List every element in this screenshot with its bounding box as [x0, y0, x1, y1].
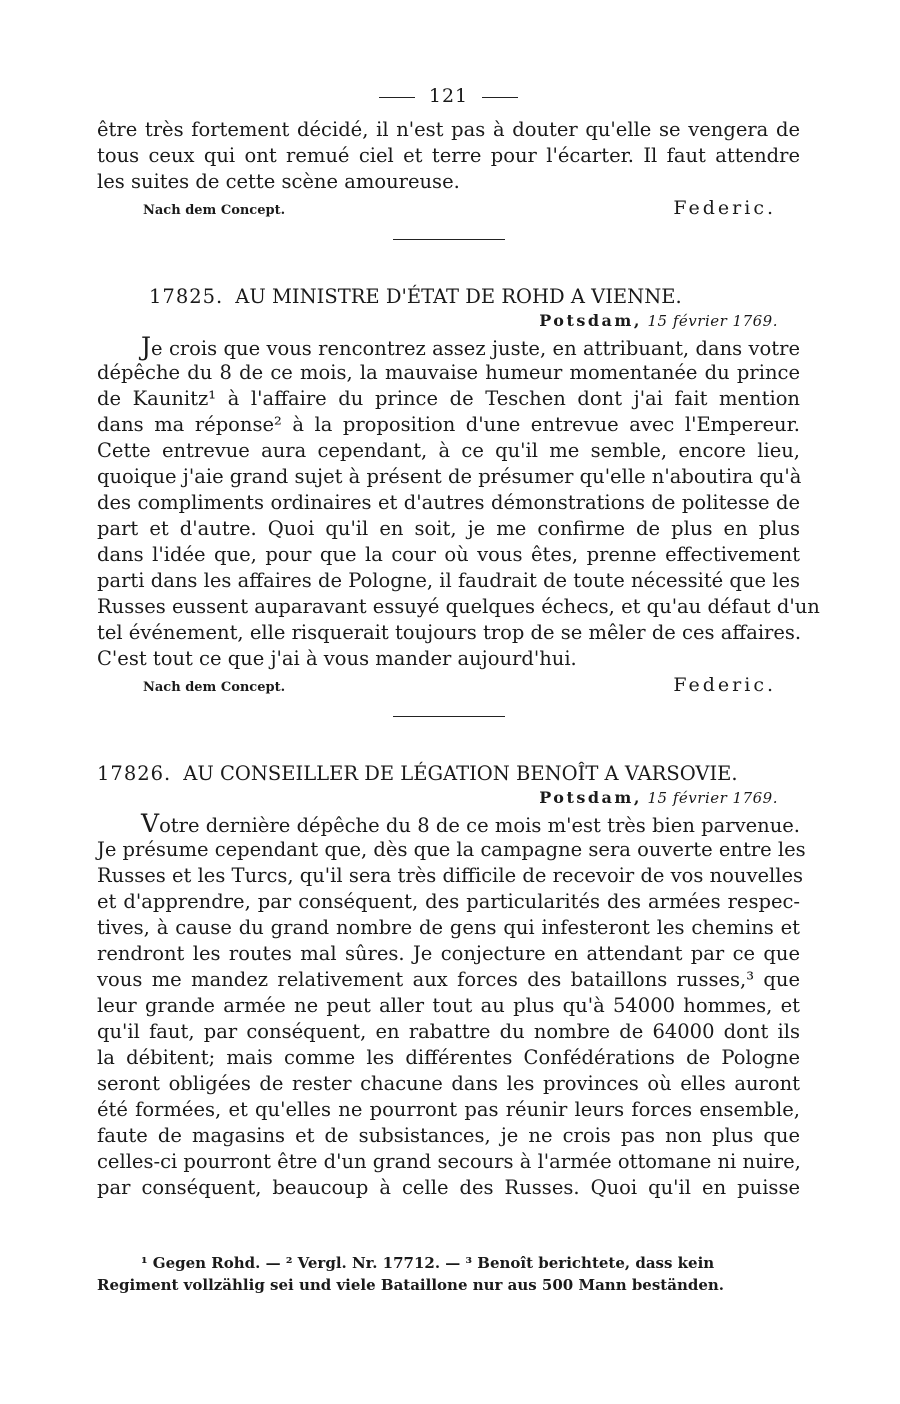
text-line: C'est tout ce que j'ai à vous mander aujourd'hui. [97, 647, 577, 670]
text-line: la débitent; mais comme les différentes Confédérations de Pologne [97, 1046, 800, 1069]
text-line: qu'il faut, par conséquent, en rabattre du nombre de 64000 dont ils [97, 1020, 800, 1043]
text-line: par conséquent, beaucoup à celle des Russes. Quoi qu'il en puisse [97, 1176, 800, 1199]
text-line: les suites de cette scène amoureuse. [97, 170, 460, 193]
letter-heading [97, 761, 800, 787]
text-line: Russes eussent auparavant essuyé quelques échecs, et qu'au défaut d'un [97, 595, 820, 618]
letter-place: Potsdam, [539, 788, 642, 807]
signature-block [97, 674, 800, 698]
footnote-line: ¹ Gegen Rohd. — ² Vergl. Nr. 17712. — ³ Benoît berichtete, dass kein [141, 1254, 715, 1272]
text-line [97, 334, 800, 360]
text-line-content: otre dernière dépêche du 8 de ce mois m'est très bien parvenue. [159, 814, 800, 837]
text-line: être très fortement décidé, il n'est pas à douter qu'elle se vengera de [97, 118, 800, 141]
letter-date: 15 février 1769. [647, 789, 778, 807]
section-divider [393, 239, 505, 240]
page-header [97, 85, 800, 117]
page-number: 121 [428, 85, 469, 107]
text-line: dépêche du 8 de ce mois, la mauvaise humeur momentanée du prince [97, 361, 800, 384]
letter-body [97, 809, 806, 1201]
intro-text [97, 117, 800, 195]
header-dash-left [379, 97, 415, 98]
letter-title: AU CONSEILLER DE LÉGATION BENOÎT A VARSOVIE. [183, 762, 738, 785]
text-line: part et d'autre. Quoi qu'il en soit, je me confirme de plus en plus [97, 517, 800, 540]
letter-heading [97, 284, 800, 310]
text-line [97, 811, 800, 837]
section-divider [393, 716, 505, 717]
header-dash-right [482, 97, 518, 98]
text-line: faute de magasins et de subsistances, je ne crois pas non plus que [97, 1124, 800, 1147]
signer-name: Federic. [673, 674, 776, 696]
text-line: Cette entrevue aura cependant, à ce qu'il me semble, encore lieu, [97, 439, 800, 462]
text-line: de Kaunitz¹ à l'affaire du prince de Teschen dont j'ai fait mention [97, 387, 800, 410]
text-line: dans ma réponse² à la proposition d'une entrevue avec l'Empereur. [97, 413, 800, 436]
footnotes [97, 1252, 800, 1296]
text-line: rendront les routes mal sûres. Je conjecture en attendant par ce que [97, 942, 800, 965]
footnote-line: Regiment vollzählig sei und viele Bataillone nur aus 500 Mann beständen. [97, 1276, 725, 1294]
initial-letter: V [141, 809, 160, 838]
letter-place-date [97, 310, 800, 334]
letter-number: 17826. [97, 762, 172, 785]
text-line: parti dans les affaires de Pologne, il faudrait de toute nécessité que les [97, 569, 800, 592]
text-line: celles-ci pourront être d'un grand secours à l'armée ottomane ni nuire, [97, 1150, 801, 1173]
text-line: et d'apprendre, par conséquent, des particularités des armées respec- [97, 890, 800, 913]
letter-body [97, 332, 820, 672]
concept-note: Nach dem Concept. [143, 203, 286, 218]
letter-date: 15 février 1769. [647, 312, 778, 330]
letter-place: Potsdam, [539, 311, 642, 330]
text-line: tel événement, elle risquerait toujours trop de se mêler de ces affaires. [97, 621, 802, 644]
text-line: tous ceux qui ont remué ciel et terre pour l'écarter. Il faut attendre [97, 144, 800, 167]
text-line: vous me mandez relativement aux forces des bataillons russes,³ que [97, 968, 800, 991]
text-line: dans l'idée que, pour que la cour où vous êtes, prenne effectivement [97, 543, 800, 566]
signer-name: Federic. [673, 197, 776, 219]
text-line: leur grande armée ne peut aller tout au plus qu'à 54000 hommes, et [97, 994, 800, 1017]
text-line: Je présume cependant que, dès que la campagne sera ouverte entre les [97, 838, 806, 861]
signature-block [97, 197, 800, 221]
text-line-content: e crois que vous rencontrez assez juste, en attribuant, dans votre [151, 337, 800, 360]
concept-note: Nach dem Concept. [143, 680, 286, 695]
page [97, 85, 820, 1201]
initial-letter: J [141, 332, 152, 361]
text-line: Russes et les Turcs, qu'il sera très difficile de recevoir de vos nouvelles [97, 864, 804, 887]
text-line: tives, à cause du grand nombre de gens qui infesteront les chemins et [97, 916, 800, 939]
text-line: été formées, et qu'elles ne pourront pas réunir leurs forces ensemble, [97, 1098, 800, 1121]
letter-place-date [97, 787, 800, 811]
text-line: seront obligées de rester chacune dans les provinces où elles auront [97, 1072, 800, 1095]
letter-number: 17825. [149, 285, 224, 308]
text-line: des compliments ordinaires et d'autres démonstrations de politesse de [97, 491, 800, 514]
text-line: quoique j'aie grand sujet à présent de présumer qu'elle n'aboutira qu'à [97, 465, 802, 488]
letter-title: AU MINISTRE D'ÉTAT DE ROHD A VIENNE. [235, 285, 682, 308]
